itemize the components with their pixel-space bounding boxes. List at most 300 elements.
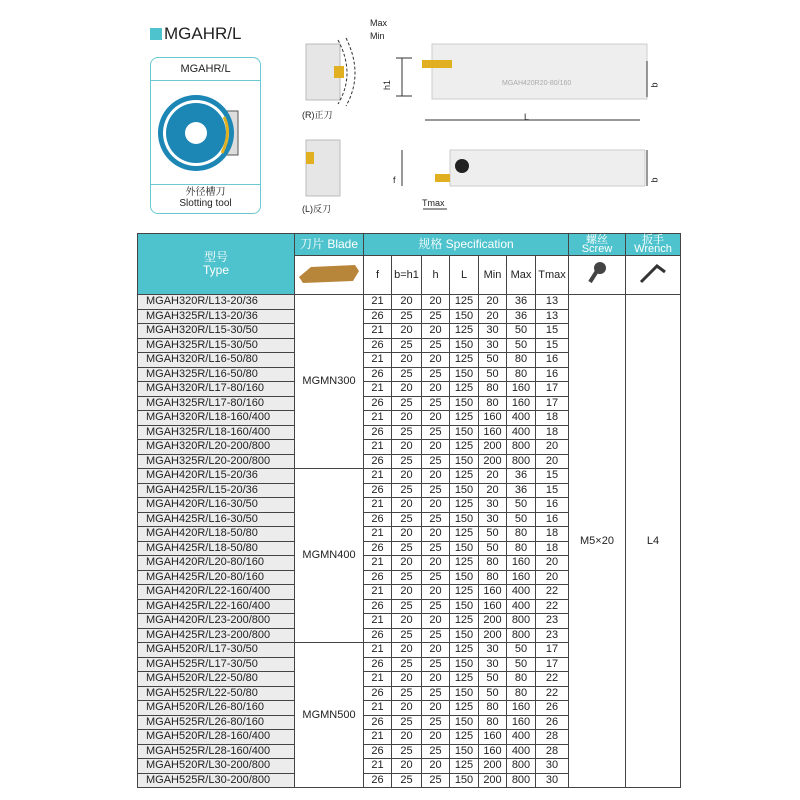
spec-h: 20 [422, 672, 450, 687]
spec-f: 26 [364, 367, 392, 382]
spec-tmax: 15 [536, 324, 569, 339]
spec-max: 80 [507, 672, 536, 687]
spec-f: 21 [364, 556, 392, 571]
spec-min: 50 [479, 686, 507, 701]
type-en: Type [202, 263, 229, 277]
type-cell: MGAH525R/L30-200/800 [138, 773, 295, 788]
spec-h: 25 [422, 599, 450, 614]
spec-l: 150 [450, 483, 479, 498]
wrench-image [626, 256, 681, 295]
col-type [138, 234, 295, 295]
spec-min: 80 [479, 556, 507, 571]
spec-h: 25 [422, 744, 450, 759]
spec-l: 125 [450, 382, 479, 397]
spec-f: 26 [364, 744, 392, 759]
type-cell: MGAH425R/L16-30/50 [138, 512, 295, 527]
spec-h: 25 [422, 483, 450, 498]
spec-tmax: 20 [536, 570, 569, 585]
spec-b-h1: 25 [392, 425, 422, 440]
spec-h: 20 [422, 556, 450, 571]
type-cell: MGAH320R/L16-50/80 [138, 353, 295, 368]
spec-max: 160 [507, 701, 536, 716]
spec-b-h1: 20 [392, 440, 422, 455]
spec-l: 125 [450, 469, 479, 484]
spec-max: 400 [507, 744, 536, 759]
spec-b-h1: 25 [392, 541, 422, 556]
spec-b-h1: 25 [392, 773, 422, 788]
blade-cell: MGMN400 [295, 469, 364, 643]
spec-max: 800 [507, 759, 536, 774]
spec-tmax: 15 [536, 483, 569, 498]
spec-l: 125 [450, 353, 479, 368]
spec-b-h1: 20 [392, 469, 422, 484]
spec-tmax: 18 [536, 411, 569, 426]
spec-b-h1: 25 [392, 570, 422, 585]
spec-l: 150 [450, 309, 479, 324]
spec-f: 21 [364, 759, 392, 774]
L-label: L [524, 112, 530, 122]
footer-en: Slotting tool [179, 198, 232, 209]
col-wrench [626, 234, 681, 256]
spec-min: 20 [479, 295, 507, 310]
spec-h: 25 [422, 512, 450, 527]
spec-b-h1: 20 [392, 353, 422, 368]
spec-l: 150 [450, 715, 479, 730]
spec-max: 50 [507, 498, 536, 513]
workpiece-illustration [152, 87, 260, 187]
spec-b-h1: 20 [392, 411, 422, 426]
type-cell: MGAH420R/L16-30/50 [138, 498, 295, 513]
spec-h: 25 [422, 541, 450, 556]
spec-tmax: 18 [536, 541, 569, 556]
spec-min: 160 [479, 411, 507, 426]
spec-f: 26 [364, 309, 392, 324]
spec-b-h1: 25 [392, 744, 422, 759]
spec-tmax: 22 [536, 585, 569, 600]
spec-l: 125 [450, 672, 479, 687]
spec-max: 800 [507, 773, 536, 788]
spec-b-h1: 20 [392, 527, 422, 542]
spec-min: 30 [479, 512, 507, 527]
spec-b-h1: 25 [392, 599, 422, 614]
spec-f: 26 [364, 773, 392, 788]
spec-f: 26 [364, 715, 392, 730]
spec-tmax: 13 [536, 309, 569, 324]
type-cell: MGAH525R/L28-160/400 [138, 744, 295, 759]
spec-table [137, 233, 681, 788]
type-cn: 型号 [203, 250, 228, 264]
spec-f: 21 [364, 701, 392, 716]
spec-l: 150 [450, 570, 479, 585]
spec-h: 20 [422, 730, 450, 745]
screw-cn: 螺丝 [586, 233, 608, 246]
spec-max: 800 [507, 628, 536, 643]
title-text: MGAHR/L [164, 24, 242, 43]
spec-h: 20 [422, 469, 450, 484]
spec-f: 21 [364, 527, 392, 542]
spec-f: 21 [364, 324, 392, 339]
spec-max: 36 [507, 295, 536, 310]
wrench-en: Wrench [634, 242, 672, 255]
spec-tmax: 30 [536, 773, 569, 788]
spec-b-h1: 25 [392, 686, 422, 701]
spec-l: 125 [450, 556, 479, 571]
section-title [150, 24, 241, 44]
min-label: Min [370, 31, 385, 41]
blade-cell: MGMN500 [295, 643, 364, 788]
col-f: f [364, 256, 392, 295]
f-label: f [393, 175, 396, 185]
spec-tmax: 26 [536, 701, 569, 716]
spec-min: 200 [479, 454, 507, 469]
spec-tmax: 26 [536, 715, 569, 730]
type-cell: MGAH520R/L22-50/80 [138, 672, 295, 687]
spec-tmax: 30 [536, 759, 569, 774]
spec-min: 30 [479, 338, 507, 353]
spec-f: 21 [364, 585, 392, 600]
col-spec: 规格 Specification [364, 234, 569, 256]
spec-b-h1: 20 [392, 730, 422, 745]
b-label: b [649, 82, 660, 88]
spec-max: 50 [507, 657, 536, 672]
spec-min: 160 [479, 585, 507, 600]
spec-f: 26 [364, 541, 392, 556]
spec-h: 25 [422, 773, 450, 788]
spec-h: 25 [422, 338, 450, 353]
spec-f: 21 [364, 614, 392, 629]
spec-h: 25 [422, 396, 450, 411]
spec-b-h1: 25 [392, 512, 422, 527]
spec-l: 150 [450, 367, 479, 382]
spec-h: 20 [422, 324, 450, 339]
spec-h: 20 [422, 498, 450, 513]
type-cell: MGAH420R/L18-50/80 [138, 527, 295, 542]
spec-f: 26 [364, 483, 392, 498]
spec-min: 200 [479, 614, 507, 629]
spec-l: 150 [450, 773, 479, 788]
spec-max: 800 [507, 454, 536, 469]
spec-f: 21 [364, 643, 392, 658]
spec-l: 150 [450, 454, 479, 469]
spec-l: 125 [450, 614, 479, 629]
spec-tmax: 20 [536, 556, 569, 571]
spec-f: 21 [364, 411, 392, 426]
spec-min: 200 [479, 440, 507, 455]
tool-marking: MGAH420R20-80/160 [502, 80, 572, 87]
type-cell: MGAH520R/L28-160/400 [138, 730, 295, 745]
tmax-label: Tmax [422, 198, 445, 208]
screw-cell: M5×20 [569, 295, 626, 788]
spec-h: 20 [422, 585, 450, 600]
b2-label: b [649, 177, 660, 183]
spec-min: 30 [479, 498, 507, 513]
type-cell: MGAH325R/L13-20/36 [138, 309, 295, 324]
spec-tmax: 22 [536, 686, 569, 701]
spec-h: 25 [422, 715, 450, 730]
spec-min: 80 [479, 701, 507, 716]
type-cell: MGAH320R/L15-30/50 [138, 324, 295, 339]
type-cell: MGAH320R/L17-80/160 [138, 382, 295, 397]
spec-tmax: 28 [536, 730, 569, 745]
spec-min: 20 [479, 309, 507, 324]
spec-h: 20 [422, 759, 450, 774]
type-cell: MGAH525R/L17-30/50 [138, 657, 295, 672]
max-label: Max [370, 18, 388, 28]
spec-max: 80 [507, 353, 536, 368]
spec-l: 150 [450, 686, 479, 701]
spec-b-h1: 20 [392, 324, 422, 339]
type-cell: MGAH325R/L20-200/800 [138, 454, 295, 469]
spec-b-h1: 20 [392, 556, 422, 571]
spec-h: 25 [422, 454, 450, 469]
spec-min: 80 [479, 382, 507, 397]
type-cell: MGAH425R/L18-50/80 [138, 541, 295, 556]
spec-min: 30 [479, 657, 507, 672]
spec-l: 150 [450, 512, 479, 527]
spec-max: 400 [507, 730, 536, 745]
spec-tmax: 18 [536, 425, 569, 440]
spec-max: 50 [507, 338, 536, 353]
spec-b-h1: 25 [392, 367, 422, 382]
spec-min: 200 [479, 759, 507, 774]
spec-l: 150 [450, 599, 479, 614]
spec-b-h1: 20 [392, 701, 422, 716]
col-tmax: Tmax [536, 256, 569, 295]
tool-card [150, 57, 261, 214]
spec-b-h1: 25 [392, 396, 422, 411]
spec-l: 125 [450, 527, 479, 542]
spec-max: 400 [507, 585, 536, 600]
spec-tmax: 15 [536, 338, 569, 353]
spec-tmax: 23 [536, 614, 569, 629]
spec-l: 125 [450, 498, 479, 513]
spec-min: 20 [479, 483, 507, 498]
spec-b-h1: 20 [392, 759, 422, 774]
spec-l: 125 [450, 643, 479, 658]
spec-h: 20 [422, 382, 450, 397]
spec-tmax: 17 [536, 382, 569, 397]
spec-b-h1: 20 [392, 643, 422, 658]
spec-h: 25 [422, 570, 450, 585]
col-min: Min [479, 256, 507, 295]
blade-icon [297, 261, 361, 285]
spec-b-h1: 20 [392, 498, 422, 513]
spec-min: 20 [479, 469, 507, 484]
blade-cell: MGMN300 [295, 295, 364, 469]
spec-l: 150 [450, 396, 479, 411]
type-cell: MGAH320R/L20-200/800 [138, 440, 295, 455]
spec-l: 125 [450, 324, 479, 339]
spec-h: 20 [422, 701, 450, 716]
spec-h: 25 [422, 686, 450, 701]
tool-drawings [290, 14, 670, 214]
type-cell: MGAH520R/L30-200/800 [138, 759, 295, 774]
spec-max: 80 [507, 527, 536, 542]
screw-en: Screw [581, 242, 613, 255]
spec-h: 25 [422, 628, 450, 643]
spec-max: 800 [507, 440, 536, 455]
spec-f: 21 [364, 672, 392, 687]
spec-tmax: 22 [536, 599, 569, 614]
spec-h: 20 [422, 527, 450, 542]
spec-min: 80 [479, 396, 507, 411]
spec-l: 125 [450, 730, 479, 745]
spec-min: 50 [479, 672, 507, 687]
type-cell: MGAH425R/L20-80/160 [138, 570, 295, 585]
spec-min: 80 [479, 570, 507, 585]
col-l: L [450, 256, 479, 295]
spec-min: 50 [479, 527, 507, 542]
spec-b-h1: 25 [392, 657, 422, 672]
spec-max: 80 [507, 367, 536, 382]
spec-tmax: 17 [536, 643, 569, 658]
spec-tmax: 23 [536, 628, 569, 643]
col-h: h [422, 256, 450, 295]
spec-f: 21 [364, 295, 392, 310]
spec-max: 160 [507, 570, 536, 585]
spec-l: 150 [450, 744, 479, 759]
spec-l: 125 [450, 411, 479, 426]
spec-f: 21 [364, 353, 392, 368]
spec-min: 160 [479, 599, 507, 614]
spec-f: 21 [364, 730, 392, 745]
wrench-cell: L4 [626, 295, 681, 788]
type-cell: MGAH420R/L20-80/160 [138, 556, 295, 571]
spec-l: 125 [450, 440, 479, 455]
spec-h: 20 [422, 440, 450, 455]
spec-f: 21 [364, 498, 392, 513]
spec-h: 20 [422, 353, 450, 368]
type-cell: MGAH525R/L22-50/80 [138, 686, 295, 701]
spec-min: 160 [479, 425, 507, 440]
type-cell: MGAH325R/L18-160/400 [138, 425, 295, 440]
spec-max: 80 [507, 541, 536, 556]
spec-f: 21 [364, 382, 392, 397]
blade-image [295, 256, 364, 295]
type-cell: MGAH320R/L13-20/36 [138, 295, 295, 310]
spec-max: 400 [507, 411, 536, 426]
spec-f: 26 [364, 396, 392, 411]
spec-max: 50 [507, 512, 536, 527]
spec-f: 26 [364, 454, 392, 469]
spec-l: 125 [450, 295, 479, 310]
spec-l: 125 [450, 701, 479, 716]
spec-l: 125 [450, 759, 479, 774]
spec-f: 26 [364, 599, 392, 614]
spec-f: 26 [364, 570, 392, 585]
spec-tmax: 15 [536, 469, 569, 484]
wrench-cn: 扳手 [642, 233, 664, 246]
spec-b-h1: 20 [392, 585, 422, 600]
type-cell: MGAH425R/L15-20/36 [138, 483, 295, 498]
spec-max: 50 [507, 324, 536, 339]
col-max: Max [507, 256, 536, 295]
spec-b-h1: 25 [392, 338, 422, 353]
spec-min: 30 [479, 324, 507, 339]
spec-b-h1: 25 [392, 628, 422, 643]
screw-image [569, 256, 626, 295]
spec-min: 200 [479, 628, 507, 643]
spec-f: 26 [364, 657, 392, 672]
spec-tmax: 28 [536, 744, 569, 759]
spec-tmax: 13 [536, 295, 569, 310]
spec-l: 150 [450, 338, 479, 353]
spec-f: 26 [364, 425, 392, 440]
spec-f: 21 [364, 440, 392, 455]
type-cell: MGAH320R/L18-160/400 [138, 411, 295, 426]
title-marker [150, 28, 162, 40]
spec-f: 26 [364, 628, 392, 643]
spec-min: 160 [479, 730, 507, 745]
spec-min: 30 [479, 643, 507, 658]
spec-b-h1: 25 [392, 454, 422, 469]
spec-min: 50 [479, 367, 507, 382]
spec-tmax: 20 [536, 440, 569, 455]
spec-h: 25 [422, 657, 450, 672]
type-cell: MGAH420R/L23-200/800 [138, 614, 295, 629]
spec-tmax: 17 [536, 657, 569, 672]
spec-max: 400 [507, 599, 536, 614]
spec-max: 160 [507, 382, 536, 397]
spec-l: 150 [450, 628, 479, 643]
spec-min: 50 [479, 353, 507, 368]
spec-tmax: 16 [536, 367, 569, 382]
spec-tmax: 16 [536, 512, 569, 527]
type-cell: MGAH425R/L22-160/400 [138, 599, 295, 614]
table-row [138, 295, 681, 310]
spec-max: 400 [507, 425, 536, 440]
type-cell: MGAH325R/L17-80/160 [138, 396, 295, 411]
type-cell: MGAH325R/L15-30/50 [138, 338, 295, 353]
screw-icon [587, 261, 607, 285]
h1-label: h1 [382, 79, 393, 91]
spec-tmax: 16 [536, 353, 569, 368]
spec-max: 160 [507, 556, 536, 571]
left-hand-label: (L)反刀 [302, 204, 331, 214]
spec-tmax: 18 [536, 527, 569, 542]
footer-cn: 外径槽刀 [185, 187, 226, 198]
spec-max: 36 [507, 483, 536, 498]
spec-b-h1: 20 [392, 382, 422, 397]
spec-b-h1: 20 [392, 295, 422, 310]
spec-h: 20 [422, 614, 450, 629]
col-screw [569, 234, 626, 256]
spec-min: 160 [479, 744, 507, 759]
type-cell: MGAH425R/L23-200/800 [138, 628, 295, 643]
spec-min: 80 [479, 715, 507, 730]
col-blade: 刀片 Blade [295, 234, 364, 256]
type-cell: MGAH420R/L15-20/36 [138, 469, 295, 484]
spec-l: 150 [450, 657, 479, 672]
spec-l: 125 [450, 585, 479, 600]
spec-f: 21 [364, 469, 392, 484]
spec-max: 160 [507, 396, 536, 411]
spec-h: 25 [422, 425, 450, 440]
type-cell: MGAH520R/L26-80/160 [138, 701, 295, 716]
spec-max: 36 [507, 309, 536, 324]
spec-b-h1: 25 [392, 483, 422, 498]
spec-tmax: 20 [536, 454, 569, 469]
spec-f: 26 [364, 686, 392, 701]
spec-max: 50 [507, 643, 536, 658]
spec-l: 150 [450, 425, 479, 440]
spec-max: 160 [507, 715, 536, 730]
spec-h: 20 [422, 411, 450, 426]
hex-wrench-icon [638, 261, 668, 285]
right-hand-label: (R)正刀 [302, 110, 333, 120]
spec-b-h1: 25 [392, 715, 422, 730]
spec-f: 26 [364, 338, 392, 353]
